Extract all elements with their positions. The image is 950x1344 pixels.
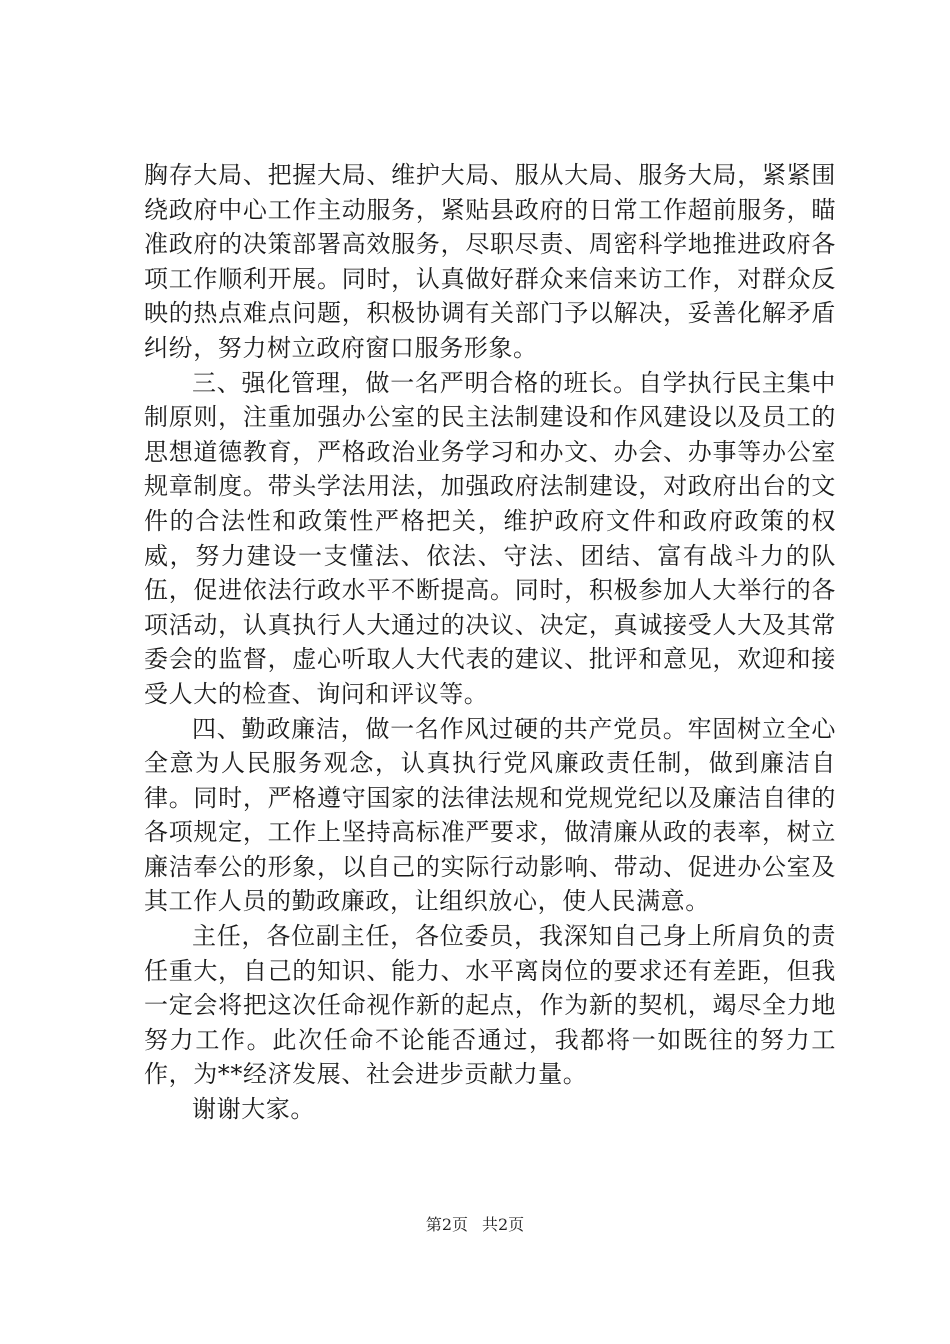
page-number-total: 共2页 <box>482 1215 525 1234</box>
paragraph-continued: 胸存大局、把握大局、维护大局、服从大局、服务大局，紧紧围绕政府中心工作主动服务，紧贴县政府的日常工作超前服务，瞄准政府的决策部署高效服务，尽职尽责、周密科学地推进政府各项工作顺利开展。同时，认真做好群众来信来访工作，对群众反映的热点难点问题，积极协调有关部门予以解决，妥善化解矛盾纠纷，努力树立政府窗口服务形象。 <box>144 161 836 362</box>
page-number-current: 第2页 <box>425 1215 468 1234</box>
paragraph-section-four: 四、勤政廉洁，做一名作风过硬的共产党员。牢固树立全心全意为人民服务观念，认真执行党风廉政责任制，做到廉洁自律。同时，严格遵守国家的法律法规和党规党纪以及廉洁自律的各项规定，工作上坚持高标准严要求，做清廉从政的表率，树立廉洁奉公的形象，以自己的实际行动影响、带动、促进办公室及其工作人员的勤政廉政，让组织放心，使人民满意。 <box>144 714 836 916</box>
document-body <box>144 158 836 1127</box>
page-footer <box>0 1215 950 1235</box>
paragraph-closing: 主任，各位副主任，各位委员，我深知自己身上所肩负的责任重大，自己的知识、能力、水平离岗位的要求还有差距，但我一定会将把这次任命视作新的起点，作为新的契机，竭尽全力地努力工作。此次任命不论能否通过，我都将一如既往的努力工作，为**经济发展、社会进步贡献力量。 <box>144 922 836 1089</box>
paragraph-thanks: 谢谢大家。 <box>192 1095 315 1124</box>
paragraph-section-three: 三、强化管理，做一名严明合格的班长。自学执行民主集中制原则，注重加强办公室的民主法制建设和作风建设以及员工的思想道德教育，严格政治业务学习和办文、办会、办事等办公室规章制度。带头学法用法，加强政府法制建设，对政府出台的文件的合法性和政策性严格把关，维护政府文件和政府政策的权威，努力建设一支懂法、依法、守法、团结、富有战斗力的队伍，促进依法行政水平不断提高。同时，积极参加人大举行的各项活动，认真执行人大通过的决议、决定，真诚接受人大及其常委会的监督，虚心听取人大代表的建议、批评和意见，欢迎和接受人大的检查、询问和评议等。 <box>144 368 836 708</box>
